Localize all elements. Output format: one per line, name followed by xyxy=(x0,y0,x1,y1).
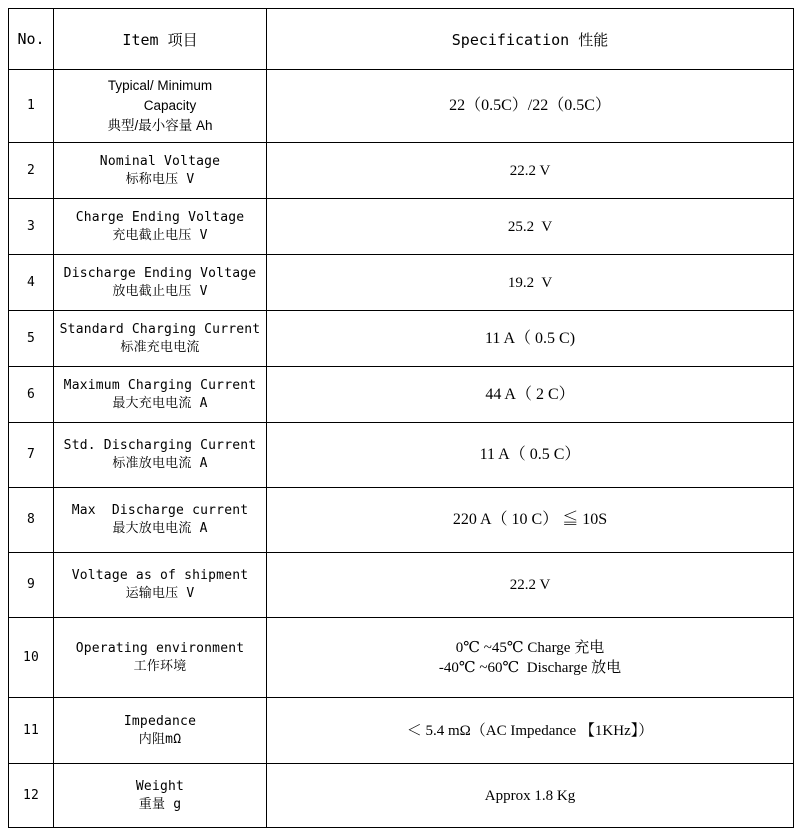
item-cell xyxy=(54,199,267,255)
table-row xyxy=(9,488,794,553)
spec-value: 19.2 V xyxy=(267,255,794,311)
row-number: 7 xyxy=(9,423,54,488)
item-chinese: 最大充电电流 A xyxy=(112,395,208,411)
spec-value: 11 A（ 0.5 C） xyxy=(267,423,794,488)
row-number: 4 xyxy=(9,255,54,311)
spec-value: Approx 1.8 Kg xyxy=(267,764,794,828)
item-chinese: 充电截止电压 V xyxy=(112,227,208,243)
spec-value: 11 A（ 0.5 C) xyxy=(267,311,794,367)
item-cell xyxy=(54,143,267,199)
row-number: 5 xyxy=(9,311,54,367)
item-chinese: 最大放电电流 A xyxy=(112,521,208,536)
row-number: 11 xyxy=(9,698,54,764)
spec-value: 22.2 V xyxy=(267,553,794,618)
item-english: Std. Discharging Current xyxy=(63,438,257,453)
item-cell xyxy=(54,698,267,764)
spec-value: 220 A（ 10 C） ≦ 10S xyxy=(267,488,794,553)
header-item: Item 项目 xyxy=(54,9,267,70)
item-cell xyxy=(54,764,267,828)
specification-table xyxy=(8,8,794,828)
item-chinese: 工作环境 xyxy=(133,658,187,674)
spec-value: 22（0.5C）/22（0.5C） xyxy=(267,70,794,143)
item-cell xyxy=(54,618,267,698)
spec-value: 44 A（ 2 C） xyxy=(267,367,794,423)
item-english: Typical/ Minimum xyxy=(107,78,213,93)
spec-value: 22.2 V xyxy=(267,143,794,199)
table-row xyxy=(9,618,794,698)
item-english: Charge Ending Voltage xyxy=(75,209,245,225)
item-cell xyxy=(54,367,267,423)
table-row xyxy=(9,764,794,828)
table-row xyxy=(9,70,794,143)
item-chinese: 标准充电电流 xyxy=(120,339,200,355)
item-chinese: 典型/最小容量 Ah xyxy=(107,118,213,133)
table-header-row xyxy=(9,9,794,70)
table-row xyxy=(9,553,794,618)
item-cell xyxy=(54,488,267,553)
spec-line-charge: 0℃ ~45℃ Charge 充电 xyxy=(455,639,605,656)
item-cell xyxy=(54,255,267,311)
item-chinese: 运输电压 V xyxy=(125,586,195,601)
spec-line-discharge: -40℃ ~60℃ Discharge 放电 xyxy=(438,659,622,676)
table-row xyxy=(9,199,794,255)
table-row xyxy=(9,255,794,311)
spec-value: 25.2 V xyxy=(267,199,794,255)
item-english: Impedance xyxy=(123,713,197,729)
item-english: Discharge Ending Voltage xyxy=(63,265,257,281)
item-english: Max Discharge current xyxy=(71,503,249,518)
row-number: 9 xyxy=(9,553,54,618)
row-number: 1 xyxy=(9,70,54,143)
item-chinese: 重量 g xyxy=(138,796,182,812)
item-cell xyxy=(54,70,267,143)
table-row xyxy=(9,311,794,367)
item-cell xyxy=(54,311,267,367)
header-no: No. xyxy=(9,9,54,70)
table-row xyxy=(9,143,794,199)
item-english: Weight xyxy=(135,778,185,794)
item-english: Maximum Charging Current xyxy=(63,377,257,393)
row-number: 6 xyxy=(9,367,54,423)
row-number: 10 xyxy=(9,618,54,698)
spec-value: ＜ 5.4 mΩ（AC Impedance 【1KHz】） xyxy=(267,698,794,764)
item-english: Capacity xyxy=(143,98,197,113)
header-spec: Specification 性能 xyxy=(267,9,794,70)
row-number: 3 xyxy=(9,199,54,255)
item-english: Operating environment xyxy=(75,640,245,656)
item-english: Standard Charging Current xyxy=(59,321,261,337)
table-row xyxy=(9,698,794,764)
row-number: 8 xyxy=(9,488,54,553)
row-number: 12 xyxy=(9,764,54,828)
row-number: 2 xyxy=(9,143,54,199)
item-chinese: 标称电压 V xyxy=(125,171,195,187)
item-cell xyxy=(54,553,267,618)
item-cell xyxy=(54,423,267,488)
table-row xyxy=(9,367,794,423)
item-english: Voltage as of shipment xyxy=(71,568,249,583)
item-chinese: 标准放电电流 A xyxy=(112,456,208,471)
item-english: Nominal Voltage xyxy=(99,153,221,169)
spec-value xyxy=(267,618,794,698)
item-chinese: 放电截止电压 V xyxy=(112,283,208,299)
table-row xyxy=(9,423,794,488)
item-chinese: 内阻mΩ xyxy=(138,731,182,747)
